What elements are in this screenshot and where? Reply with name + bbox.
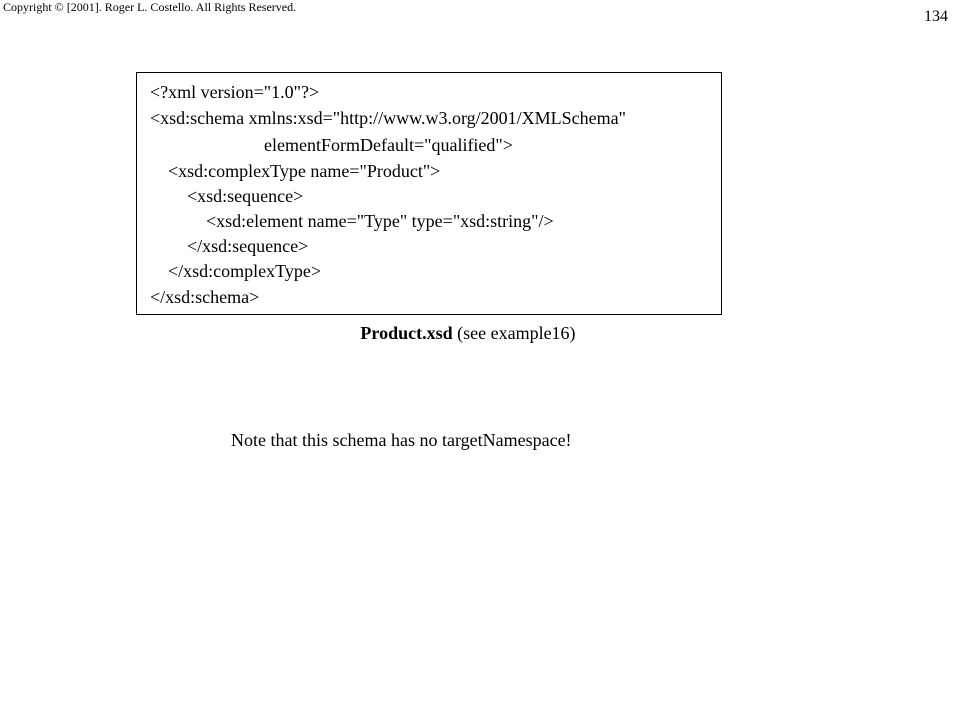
code-listing-box bbox=[136, 72, 722, 315]
namespace-note: Note that this schema has no targetNamespace! bbox=[231, 430, 572, 450]
code-line-sequence-close: </xsd:sequence> bbox=[187, 236, 309, 256]
code-line-schema-close: </xsd:schema> bbox=[150, 287, 260, 307]
page-number: 134 bbox=[924, 8, 948, 25]
code-line-sequence-open: <xsd:sequence> bbox=[187, 186, 304, 206]
code-line-complextype-open: <xsd:complexType name="Product"> bbox=[168, 161, 441, 181]
copyright-notice: Copyright © [2001]. Roger L. Costello. All Rights Reserved. bbox=[3, 0, 297, 14]
code-line-schema-open: <xsd:schema xmlns:xsd="http://www.w3.org/2001/XMLSchema" bbox=[150, 108, 626, 128]
code-line-complextype-close: </xsd:complexType> bbox=[168, 261, 322, 281]
listing-caption bbox=[0, 322, 936, 344]
code-line-xml-declaration: <?xml version="1.0"?> bbox=[150, 82, 320, 102]
code-line-element-form-default: elementFormDefault="qualified"> bbox=[264, 135, 513, 155]
caption-file-name: Product.xsd bbox=[360, 323, 453, 343]
code-line-element: <xsd:element name="Type" type="xsd:string"/> bbox=[206, 211, 554, 231]
caption-note: (see example16) bbox=[457, 323, 576, 343]
